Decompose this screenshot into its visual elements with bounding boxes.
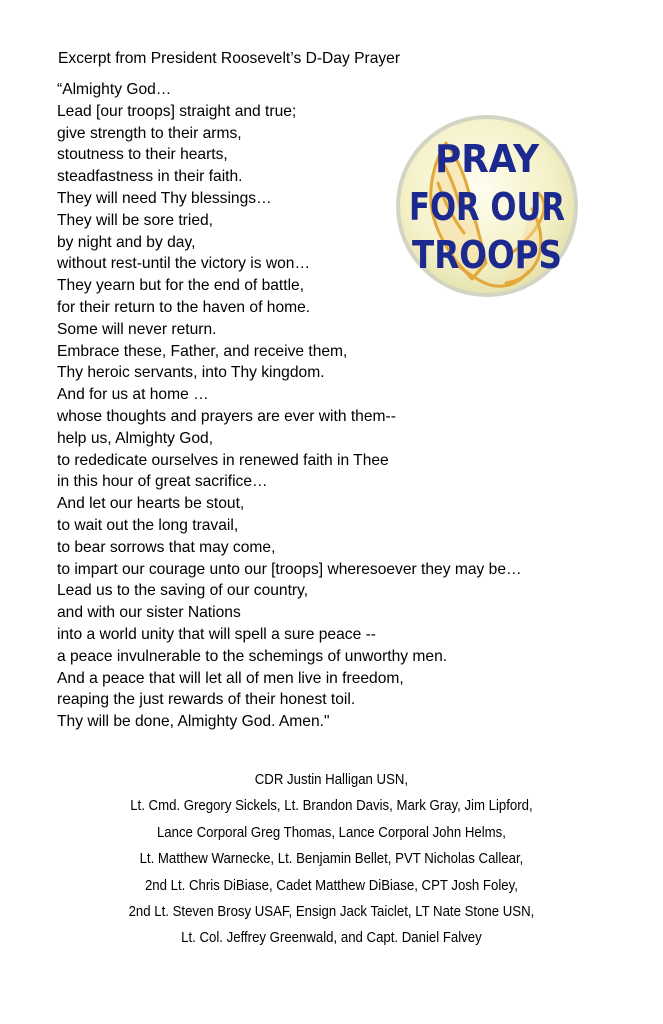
prayer-line: help us, Almighty God, xyxy=(57,429,214,447)
prayer-line: in this hour of great sacrifice… xyxy=(57,473,268,491)
prayer-line: give strength to their arms, xyxy=(57,124,242,142)
prayer-line: for their return to the haven of home. xyxy=(57,298,311,316)
prayer-line: a peace invulnerable to the schemings of unworthy men. xyxy=(57,647,448,665)
prayer-line: to bear sorrows that may come, xyxy=(57,538,276,556)
honor-roll-line: Lt. Matthew Warnecke, Lt. Benjamin Bellet, PVT Nicholas Callear, xyxy=(139,850,524,868)
prayer-line: to impart our courage unto our [troops] wheresoever they may be… xyxy=(57,560,522,578)
honor-roll-line: Lt. Col. Jeffrey Greenwald, and Capt. Daniel Falvey xyxy=(181,929,482,947)
prayer-line: reaping the just rewards of their honest toil. xyxy=(57,691,356,709)
honor-roll-line: CDR Justin Halligan USN, xyxy=(254,771,409,788)
honor-roll-line: Lance Corporal Greg Thomas, Lance Corporal John Helms, xyxy=(156,823,506,841)
prayer-line: Embrace these, Father, and receive them, xyxy=(57,342,348,360)
prayer-line: And let our hearts be stout, xyxy=(57,495,245,513)
prayer-line: stoutness to their hearts, xyxy=(57,146,228,164)
badge-line-for-our: FOR OUR xyxy=(409,185,565,229)
prayer-line: by night and by day, xyxy=(57,233,196,251)
prayer-line: Lead us to the saving of our country, xyxy=(57,582,309,600)
document-title: Excerpt from President Roosevelt’s D-Day Prayer xyxy=(58,50,401,67)
prayer-line: They will need Thy blessings… xyxy=(57,189,272,207)
prayer-line: and with our sister Nations xyxy=(57,604,241,622)
prayer-line: to rededicate ourselves in renewed faith in Thee xyxy=(57,451,389,469)
prayer-line: Thy heroic servants, into Thy kingdom. xyxy=(57,364,325,382)
prayer-line: steadfastness in their faith. xyxy=(57,168,243,186)
honor-roll xyxy=(40,767,623,952)
prayer-line: into a world unity that will spell a sure peace -- xyxy=(57,625,376,643)
honor-roll-line: Lt. Cmd. Gregory Sickels, Lt. Brandon Davis, Mark Gray, Jim Lipford, xyxy=(130,797,533,815)
pray-for-our-troops-badge xyxy=(394,113,580,299)
prayer-line: “Almighty God… xyxy=(57,81,172,98)
prayer-line: whose thoughts and prayers are ever with them-- xyxy=(57,407,396,425)
prayer-line: Some will never return. xyxy=(57,320,217,338)
prayer-line: And a peace that will let all of men live in freedom, xyxy=(57,669,404,687)
honor-roll-line: 2nd Lt. Chris DiBiase, Cadet Matthew DiBiase, CPT Josh Foley, xyxy=(144,876,518,894)
honor-roll-line: 2nd Lt. Steven Brosy USAF, Ensign Jack Taiclet, LT Nate Stone USN, xyxy=(128,902,535,920)
prayer-line: to wait out the long travail, xyxy=(57,516,239,534)
prayer-line: Lead [our troops] straight and true; xyxy=(57,102,297,120)
prayer-line: They yearn but for the end of battle, xyxy=(57,277,305,295)
prayer-line: Thy will be done, Almighty God. Amen." xyxy=(57,713,330,731)
prayer-line: without rest-until the victory is won… xyxy=(57,255,311,273)
prayer-line: They will be sore tried, xyxy=(57,211,213,229)
badge-line-troops: TROOPS xyxy=(412,233,562,277)
badge-line-pray: PRAY xyxy=(435,137,540,181)
prayer-line: And for us at home … xyxy=(57,386,209,404)
